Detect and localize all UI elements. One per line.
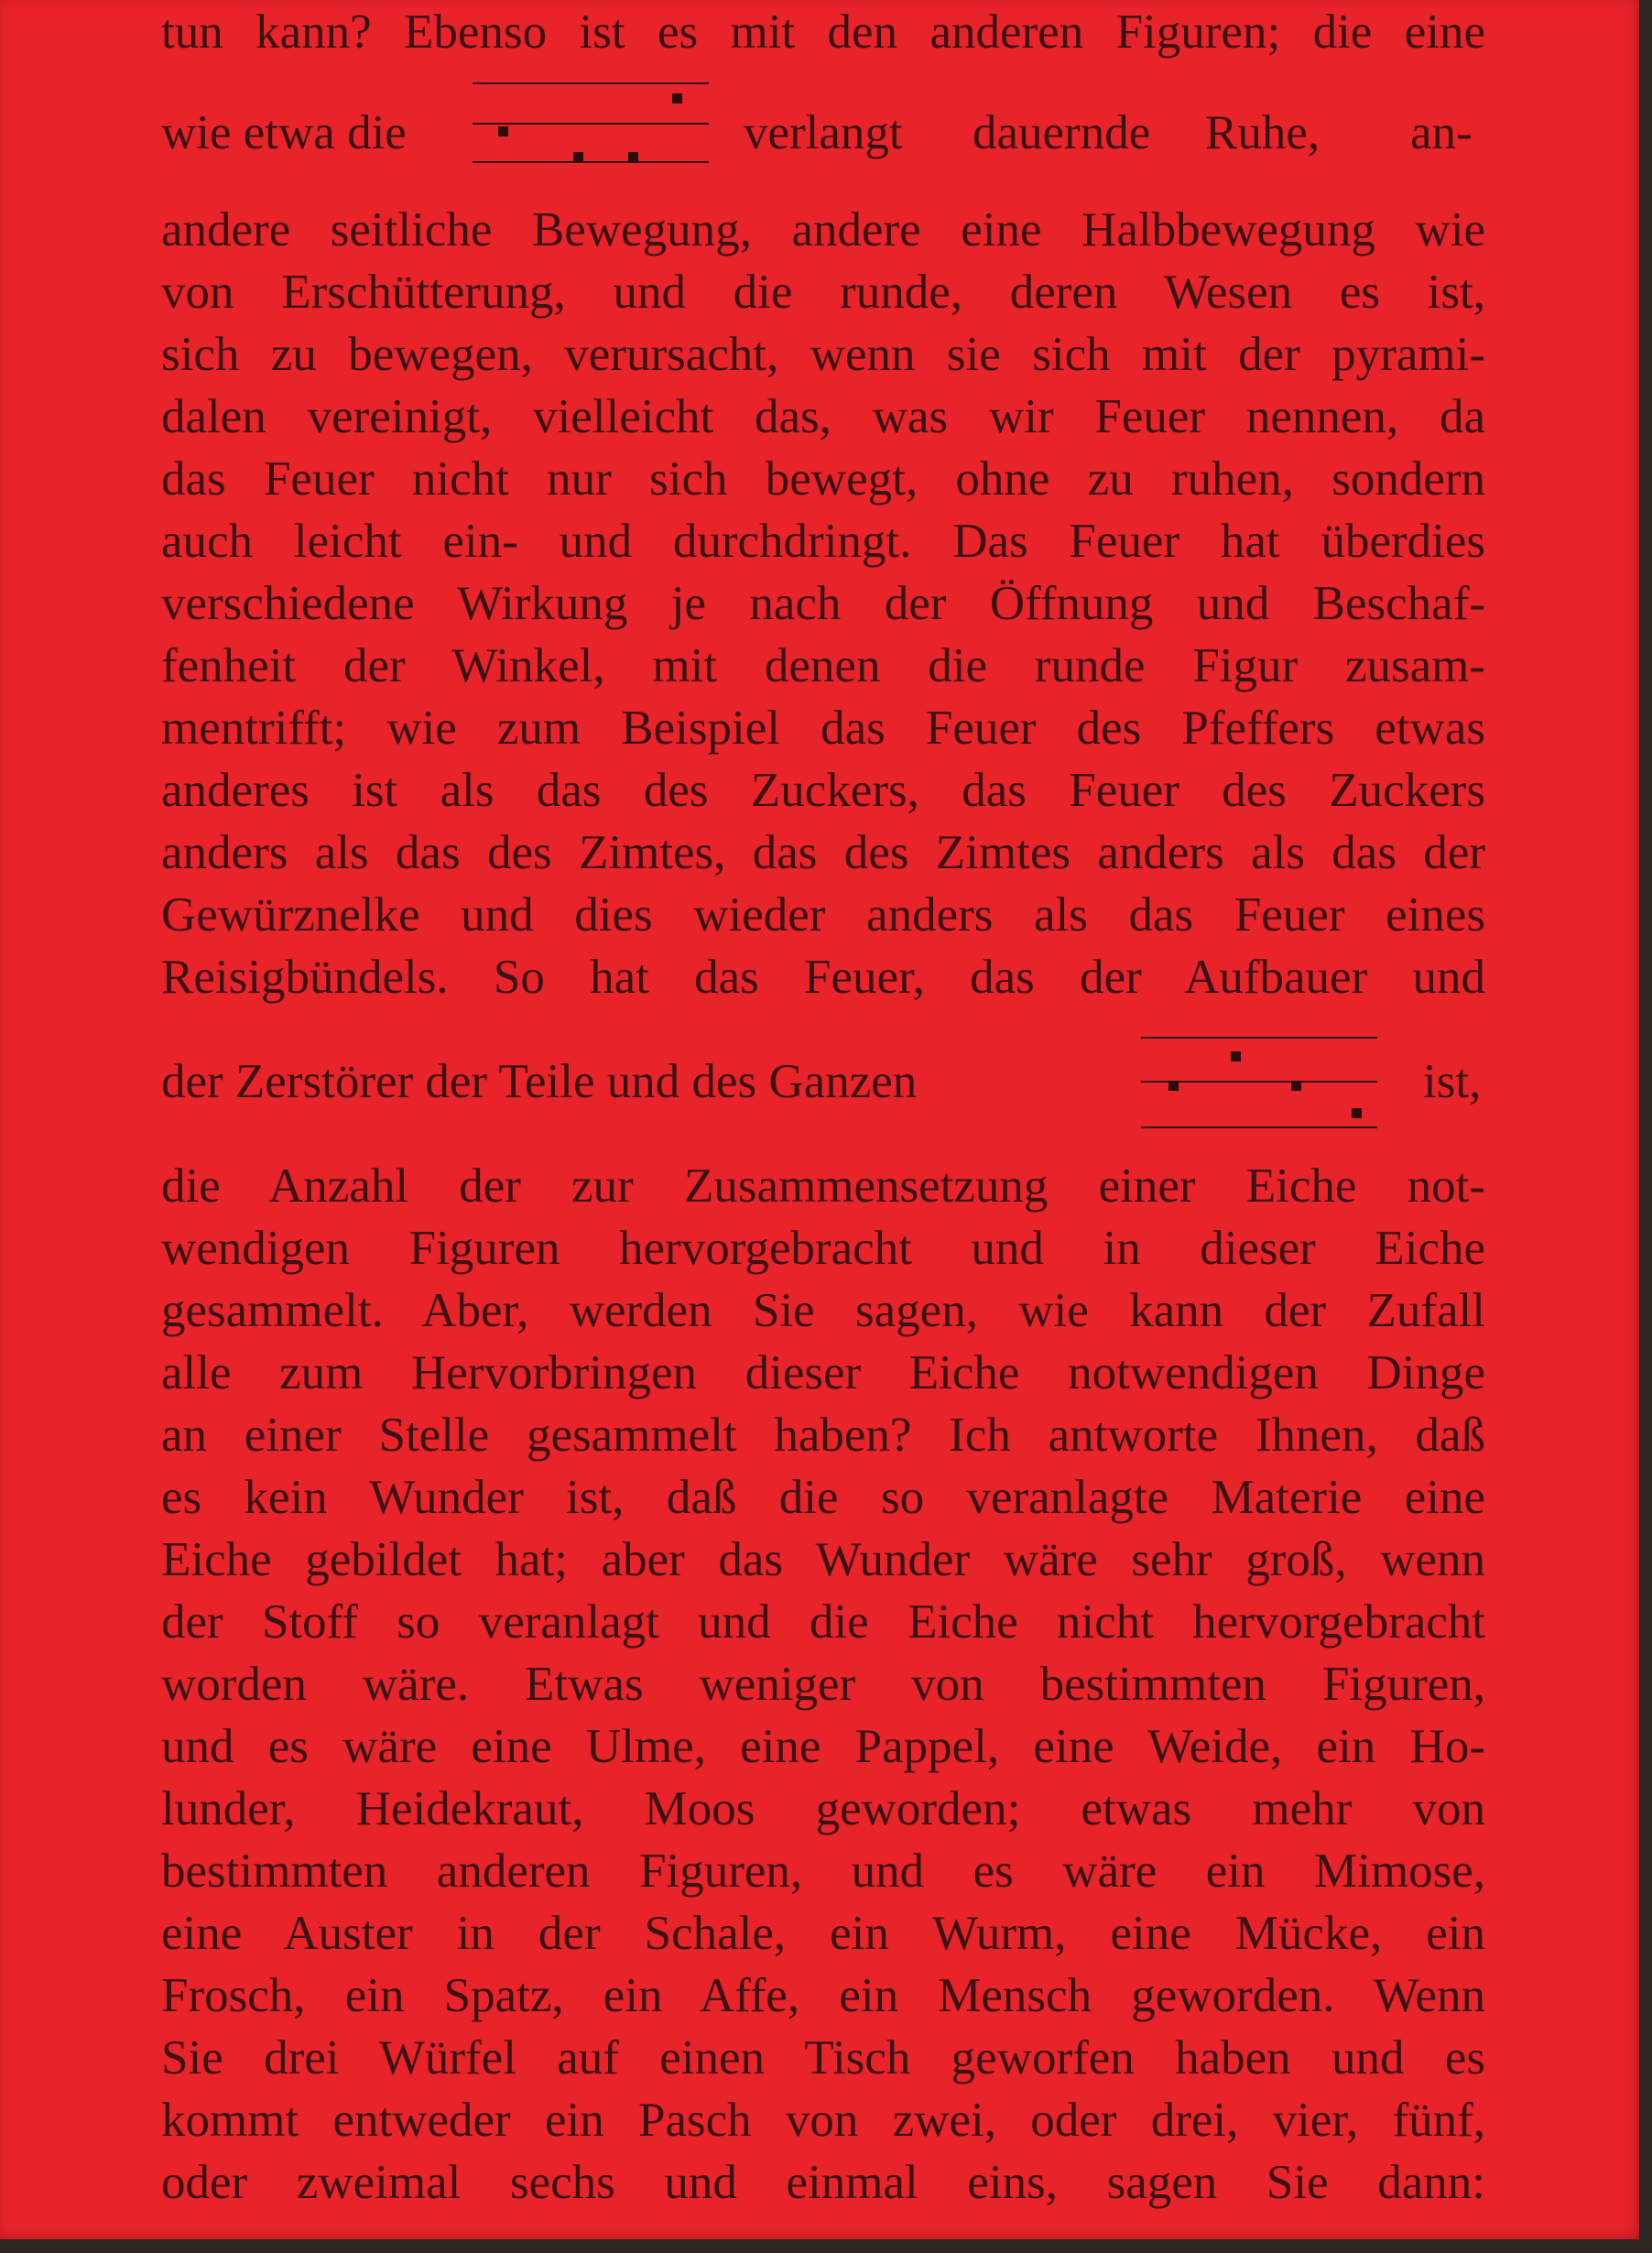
text-line: es kein Wunder ist, daß die so veranlagte Materie eine [161,1471,1485,1524]
figure-dot [1231,1051,1241,1061]
figure-dot [628,152,638,162]
text-line: alle zum Hervorbringen dieser Eiche notwendigen Dinge [161,1346,1485,1399]
text-line: oder zweimal sechs und einmal eins, sagen Sie dann: [161,2156,1485,2209]
figure-rule [473,82,709,84]
figure-rule [1141,1126,1377,1128]
text-line: Reisigbündels. So hat das Feuer, das der Aufbauer und [161,951,1485,1004]
figure-dot [498,126,508,136]
text-line: anders als das des Zimtes, das des Zimtes anders als das der [161,826,1485,879]
text-line: andere seitliche Bewegung, andere eine Halbbewegung wie [161,203,1485,256]
text-line: worden wäre. Etwas weniger von bestimmten Figuren, [161,1658,1485,1711]
figure-dot [672,93,682,103]
text-line: und es wäre eine Ulme, eine Pappel, eine Weide, ein Ho- [161,1720,1485,1773]
text-line: sich zu bewegen, verursacht, wenn sie sich mit der pyrami- [161,328,1485,381]
text-line: von Erschütterung, und die runde, deren Wesen es ist, [161,266,1485,319]
text-line-fragment: wie etwa die [161,106,407,159]
text-line-fragment: Ruhe, [1205,106,1321,159]
text-line: eine Auster in der Schale, ein Wurm, eine Mücke, ein [161,1907,1485,1960]
text-line: dalen vereinigt, vielleicht das, was wir Feuer nennen, da [161,390,1485,443]
text-line: kommt entweder ein Pasch von zwei, oder drei, vier, fünf, [161,2094,1485,2147]
text-line: mentrifft; wie zum Beispiel das Feuer des Pfeffers etwas [161,702,1485,755]
text-line: wendigen Figuren hervorgebracht und in dieser Eiche [161,1222,1485,1275]
text-line: Sie drei Würfel auf einen Tisch geworfen haben und es [161,2031,1485,2084]
text-line: Eiche gebildet hat; aber das Wunder wäre sehr groß, wenn [161,1533,1485,1586]
figure-rule [473,161,709,163]
text-line: bestimmten anderen Figuren, und es wäre ein Mimose, [161,1845,1485,1898]
text-line: die Anzahl der zur Zusammensetzung einer Eiche not- [161,1159,1485,1213]
text-line: fenheit der Winkel, mit denen die runde Figur zusam- [161,639,1485,692]
text-line: der Stoff so veranlagt und die Eiche nicht hervorgebracht [161,1595,1485,1649]
text-line: an einer Stelle gesammelt haben? Ich antworte Ihnen, daß [161,1409,1485,1462]
text-line-fragment: verlangt [744,106,903,159]
text-line: Gewürznelke und dies wieder anders als das Feuer eines [161,888,1485,941]
dot-figure-diagram [1141,1035,1377,1130]
text-line: verschiedene Wirkung je nach der Öffnung und Beschaf- [161,577,1485,630]
text-line-fragment: dauernde [973,106,1151,159]
figure-rule [1141,1037,1377,1039]
text-line: auch leicht ein- und durchdringt. Das Feuer hat überdies [161,515,1485,568]
text-line: anderes ist als das des Zuckers, das Feuer des Zuckers [161,764,1485,817]
text-line: gesammelt. Aber, werden Sie sagen, wie kann der Zufall [161,1284,1485,1337]
figure-rule [473,123,709,125]
text-line: das Feuer nicht nur sich bewegt, ohne zu ruhen, sondern [161,452,1485,506]
figure-dot [1168,1081,1179,1091]
figure-dot [573,152,583,162]
figure-dot [1291,1081,1301,1091]
text-line: Frosch, ein Spatz, ein Affe, ein Mensch geworden. Wenn [161,1969,1485,2022]
dot-figure-diagram [473,81,709,165]
figure-dot [1352,1108,1362,1118]
text-line-fragment: der Zerstörer der Teile und des Ganzen [161,1055,918,1108]
text-line: tun kann? Ebenso ist es mit den anderen Figuren; die eine [161,5,1485,59]
text-line-fragment: an- [1410,106,1473,159]
text-line: lunder, Heidekraut, Moos geworden; etwas mehr von [161,1782,1485,1835]
text-line-fragment: ist, [1423,1055,1482,1108]
